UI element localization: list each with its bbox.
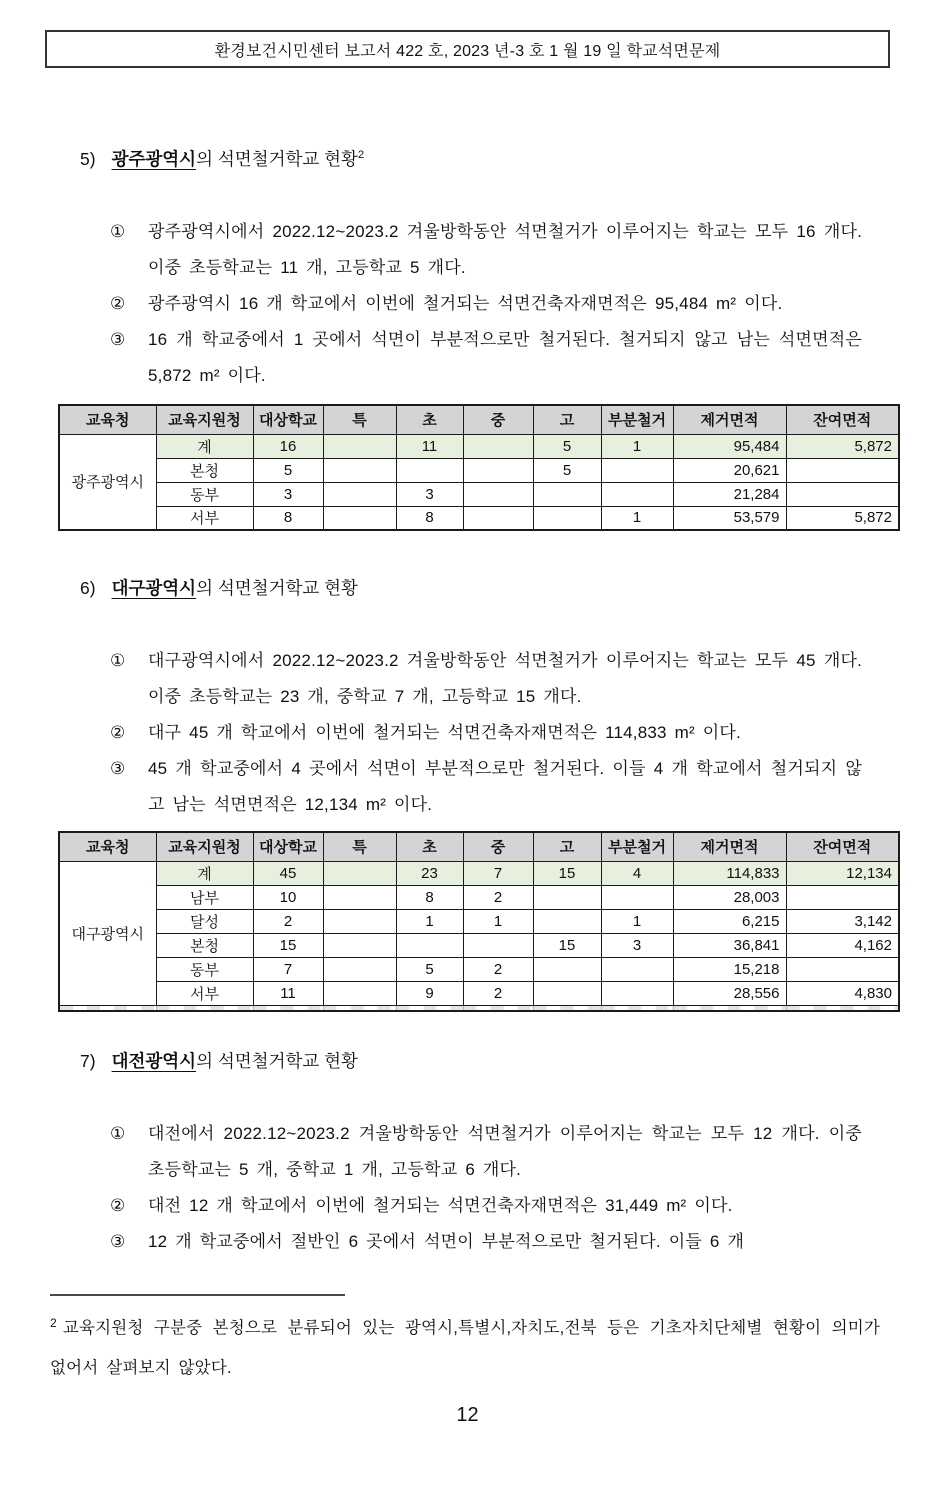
value-cell: 36,841 <box>673 933 786 957</box>
table-row <box>59 981 899 1005</box>
value-cell: 2 <box>463 885 533 909</box>
value-cell: 10 <box>253 885 323 909</box>
district-cell: 서부 <box>156 981 253 1005</box>
value-cell <box>323 885 396 909</box>
footnote-ref: 2 <box>357 149 365 162</box>
daegu-table <box>58 831 900 1012</box>
column-header: 고 <box>533 405 601 434</box>
value-cell <box>601 957 673 981</box>
table-row <box>59 861 899 885</box>
truncated-cell <box>396 1005 463 1011</box>
column-header: 부분철거 <box>601 832 673 861</box>
value-cell <box>323 933 396 957</box>
value-cell: 15 <box>533 861 601 885</box>
value-cell: 6,215 <box>673 909 786 933</box>
region-cell: 광주광역시 <box>59 434 156 530</box>
list-item <box>110 1116 890 1188</box>
value-cell: 1 <box>601 909 673 933</box>
column-header: 부분철거 <box>601 405 673 434</box>
district-cell: 달성 <box>156 909 253 933</box>
value-cell <box>533 957 601 981</box>
value-cell: 28,003 <box>673 885 786 909</box>
table-row <box>59 885 899 909</box>
value-cell: 8 <box>396 885 463 909</box>
value-cell: 5 <box>533 434 601 458</box>
value-cell: 2 <box>463 981 533 1005</box>
value-cell: 7 <box>253 957 323 981</box>
footnote <box>50 1308 880 1388</box>
section-city: 광주광역시 <box>111 149 197 169</box>
value-cell <box>463 458 533 482</box>
value-cell <box>323 458 396 482</box>
district-cell: 본청 <box>156 458 253 482</box>
section-list-daegu <box>110 643 890 823</box>
value-cell: 1 <box>396 909 463 933</box>
footnote-marker: 2 <box>50 1315 57 1330</box>
column-header: 초 <box>396 832 463 861</box>
list-item-marker: ③ <box>110 1232 126 1251</box>
column-header: 제거면적 <box>673 405 786 434</box>
value-cell: 16 <box>253 434 323 458</box>
value-cell <box>601 482 673 506</box>
list-item <box>110 643 890 715</box>
value-cell <box>323 957 396 981</box>
table-row <box>59 434 899 458</box>
value-cell: 1 <box>601 506 673 530</box>
district-cell: 동부 <box>156 957 253 981</box>
truncated-cell <box>673 1005 786 1011</box>
truncated-cell <box>59 1005 156 1011</box>
truncated-cell <box>786 1005 899 1011</box>
region-cell: 대구광역시 <box>59 861 156 1005</box>
page-number: 12 <box>456 1404 479 1426</box>
value-cell <box>786 482 899 506</box>
section-heading-daejeon <box>80 1048 890 1074</box>
section-city: 대구광역시 <box>111 578 197 598</box>
value-cell <box>323 909 396 933</box>
value-cell: 1 <box>601 434 673 458</box>
value-cell <box>533 909 601 933</box>
value-cell <box>463 482 533 506</box>
section-title: 의 석면철거학교 현황 <box>196 1051 358 1071</box>
list-item-text: 12 개 학교중에서 절반인 6 곳에서 석면이 부분적으로만 철거된다. 이들 6 개 <box>148 1232 745 1251</box>
value-cell: 4 <box>601 861 673 885</box>
list-item-marker: ② <box>110 294 126 313</box>
report-header-title: 환경보건시민센터 보고서 422 호, 2023 년-3 호 1 월 19 일 학교석면문제 <box>214 42 721 60</box>
value-cell: 5 <box>396 957 463 981</box>
value-cell <box>463 933 533 957</box>
table-header-row <box>59 405 899 434</box>
value-cell: 9 <box>396 981 463 1005</box>
section-heading-gwangju <box>80 146 890 172</box>
truncated-cell <box>156 1005 253 1011</box>
list-item-marker: ③ <box>110 330 126 349</box>
value-cell <box>601 458 673 482</box>
list-item-text: 광주광역시 16 개 학교에서 이번에 철거되는 석면건축자재면적은 95,484 m² 이다. <box>148 294 783 313</box>
value-cell: 3 <box>601 933 673 957</box>
value-cell: 8 <box>253 506 323 530</box>
list-item-marker: ② <box>110 1196 126 1215</box>
report-header-box <box>45 30 890 68</box>
section-city: 대전광역시 <box>111 1051 197 1071</box>
list-item <box>110 286 890 322</box>
list-item <box>110 751 890 823</box>
value-cell: 11 <box>253 981 323 1005</box>
column-header: 특 <box>323 832 396 861</box>
column-header: 특 <box>323 405 396 434</box>
column-header: 잔여면적 <box>786 405 899 434</box>
footnote-text: 교육지원청 구분중 본청으로 분류되어 있는 광역시,특별시,자치도,전북 등은 기초자치단체별 현황이 의미가 없어서 살펴보지 않았다. <box>50 1319 880 1377</box>
value-cell <box>533 885 601 909</box>
column-header: 교육청 <box>59 405 156 434</box>
value-cell <box>463 506 533 530</box>
column-header: 대상학교 <box>253 405 323 434</box>
value-cell: 15,218 <box>673 957 786 981</box>
list-item-text: 대전에서 2022.12~2023.2 겨울방학동안 석면철거가 이루어지는 학교는 모두 12 개다. 이중 초등학교는 5 개, 중학교 1 개, 고등학교 6 개다. <box>148 1124 862 1179</box>
truncated-cell <box>323 1005 396 1011</box>
value-cell: 15 <box>533 933 601 957</box>
table-row <box>59 933 899 957</box>
value-cell: 5,872 <box>786 506 899 530</box>
value-cell <box>601 885 673 909</box>
value-cell <box>323 482 396 506</box>
section-title: 의 석면철거학교 현황 <box>196 578 358 598</box>
district-cell: 동부 <box>156 482 253 506</box>
column-header: 중 <box>463 832 533 861</box>
list-item <box>110 715 890 751</box>
gwangju-table <box>58 404 900 531</box>
district-cell: 서부 <box>156 506 253 530</box>
value-cell <box>463 434 533 458</box>
table-row <box>59 458 899 482</box>
value-cell: 3 <box>253 482 323 506</box>
value-cell: 1 <box>463 909 533 933</box>
value-cell <box>396 933 463 957</box>
district-cell: 본청 <box>156 933 253 957</box>
section-heading-daegu <box>80 575 890 601</box>
column-header: 교육지원청 <box>156 832 253 861</box>
column-header: 제거면적 <box>673 832 786 861</box>
column-header: 중 <box>463 405 533 434</box>
value-cell: 3 <box>396 482 463 506</box>
value-cell <box>533 482 601 506</box>
truncated-cell <box>463 1005 533 1011</box>
list-item-text: 광주광역시에서 2022.12~2023.2 겨울방학동안 석면철거가 이루어지는 학교는 모두 16 개다. 이중 초등학교는 11 개, 고등학교 5 개다. <box>148 222 862 277</box>
value-cell: 5,872 <box>786 434 899 458</box>
section-list-gwangju <box>110 214 890 394</box>
section-number: 5) <box>80 149 96 169</box>
district-cell: 계 <box>156 861 253 885</box>
section-number: 7) <box>80 1051 96 1071</box>
table-row <box>59 909 899 933</box>
value-cell: 45 <box>253 861 323 885</box>
value-cell <box>786 885 899 909</box>
value-cell <box>323 861 396 885</box>
list-item-marker: ① <box>110 1124 126 1143</box>
list-item-marker: ① <box>110 651 126 670</box>
truncated-cell <box>253 1005 323 1011</box>
truncated-row <box>59 1005 899 1011</box>
table-header-row <box>59 832 899 861</box>
truncated-cell <box>533 1005 601 1011</box>
value-cell <box>601 981 673 1005</box>
list-item-text: 대전 12 개 학교에서 이번에 철거되는 석면건축자재면적은 31,449 m² 이다. <box>148 1196 733 1215</box>
column-header: 대상학교 <box>253 832 323 861</box>
value-cell <box>396 458 463 482</box>
district-cell: 계 <box>156 434 253 458</box>
section-list-daejeon <box>110 1116 890 1260</box>
value-cell: 2 <box>253 909 323 933</box>
list-item <box>110 1224 890 1260</box>
list-item-text: 45 개 학교중에서 4 곳에서 석면이 부분적으로만 철거된다. 이들 4 개 학교에서 철거되지 않고 남는 석면면적은 12,134 m² 이다. <box>148 759 862 814</box>
value-cell: 5 <box>253 458 323 482</box>
value-cell: 2 <box>463 957 533 981</box>
value-cell <box>323 506 396 530</box>
list-item-marker: ① <box>110 222 126 241</box>
value-cell: 20,621 <box>673 458 786 482</box>
value-cell: 53,579 <box>673 506 786 530</box>
value-cell <box>533 506 601 530</box>
table-row <box>59 482 899 506</box>
list-item <box>110 1188 890 1224</box>
value-cell: 4,162 <box>786 933 899 957</box>
list-item-marker: ③ <box>110 759 126 778</box>
value-cell: 21,284 <box>673 482 786 506</box>
value-cell <box>533 981 601 1005</box>
list-item-text: 16 개 학교중에서 1 곳에서 석면이 부분적으로만 철거된다. 철거되지 않고 남는 석면면적은 5,872 m² 이다. <box>148 330 862 385</box>
column-header: 고 <box>533 832 601 861</box>
value-cell: 12,134 <box>786 861 899 885</box>
value-cell: 3,142 <box>786 909 899 933</box>
table-row <box>59 506 899 530</box>
value-cell: 4,830 <box>786 981 899 1005</box>
district-cell: 남부 <box>156 885 253 909</box>
list-item <box>110 214 890 286</box>
value-cell: 5 <box>533 458 601 482</box>
value-cell <box>786 957 899 981</box>
column-header: 교육지원청 <box>156 405 253 434</box>
footnote-separator <box>50 1294 345 1296</box>
list-item-marker: ② <box>110 723 126 742</box>
value-cell: 114,833 <box>673 861 786 885</box>
value-cell <box>323 434 396 458</box>
value-cell: 11 <box>396 434 463 458</box>
value-cell: 15 <box>253 933 323 957</box>
section-number: 6) <box>80 578 96 598</box>
value-cell: 28,556 <box>673 981 786 1005</box>
section-title: 의 석면철거학교 현황 <box>196 149 358 169</box>
truncated-cell <box>601 1005 673 1011</box>
column-header: 잔여면적 <box>786 832 899 861</box>
table-row <box>59 957 899 981</box>
column-header: 교육청 <box>59 832 156 861</box>
list-item <box>110 322 890 394</box>
list-item-text: 대구광역시에서 2022.12~2023.2 겨울방학동안 석면철거가 이루어지는 학교는 모두 45 개다. 이중 초등학교는 23 개, 중학교 7 개, 고등학교 15 개다. <box>148 651 862 706</box>
column-header: 초 <box>396 405 463 434</box>
value-cell: 7 <box>463 861 533 885</box>
value-cell <box>323 981 396 1005</box>
value-cell: 23 <box>396 861 463 885</box>
list-item-text: 대구 45 개 학교에서 이번에 철거되는 석면건축자재면적은 114,833 m² 이다. <box>148 723 741 742</box>
value-cell: 95,484 <box>673 434 786 458</box>
value-cell: 8 <box>396 506 463 530</box>
value-cell <box>786 458 899 482</box>
